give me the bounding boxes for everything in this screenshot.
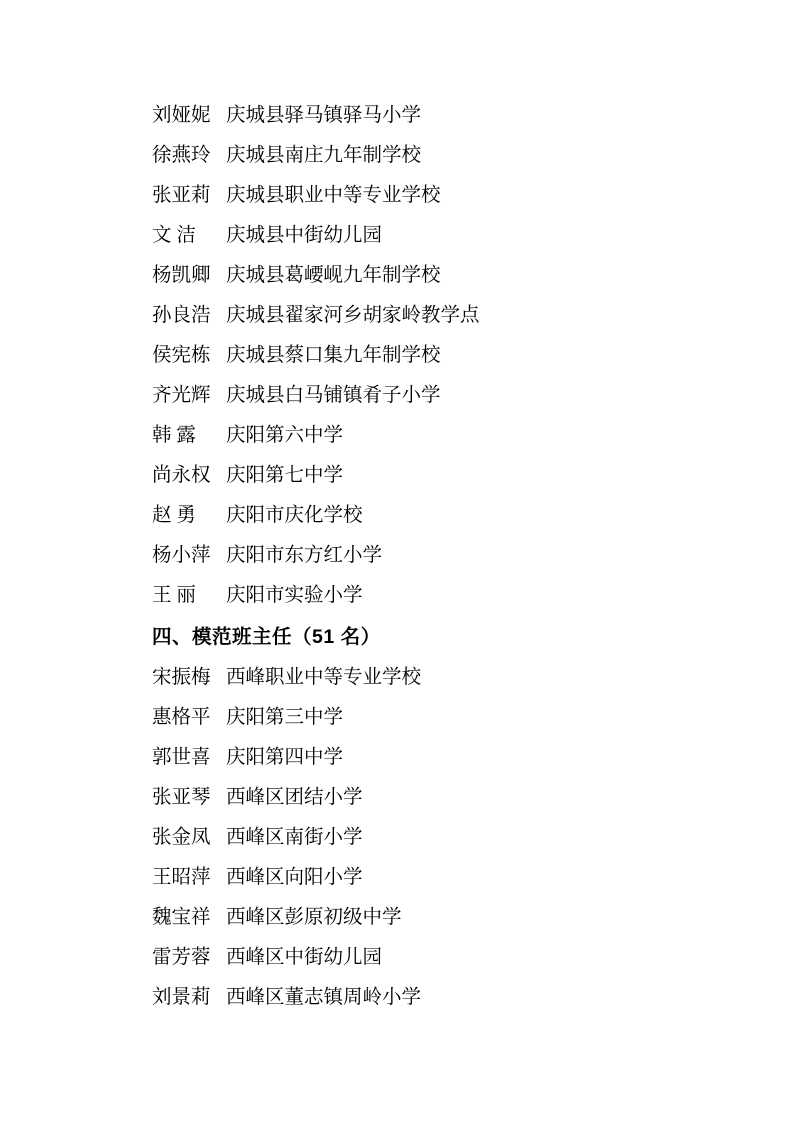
organization-name: 西峰区彭原初级中学 xyxy=(226,907,402,928)
list-item xyxy=(152,496,672,536)
person-name: 赵 勇 xyxy=(152,505,196,526)
person-name: 刘景莉 xyxy=(152,987,211,1008)
list-item xyxy=(152,96,672,136)
organization-name: 庆阳第三中学 xyxy=(226,707,344,728)
section-heading: 四、模范班主任（51 名） xyxy=(152,626,381,648)
organization-name: 庆城县白马铺镇肴子小学 xyxy=(226,385,441,406)
person-name: 尚永权 xyxy=(152,465,211,486)
person-name: 侯宪栋 xyxy=(152,345,211,366)
organization-name: 庆城县驿马镇驿马小学 xyxy=(226,105,422,126)
list-item xyxy=(152,256,672,296)
person-name: 惠格平 xyxy=(152,707,211,728)
list-item xyxy=(152,778,672,818)
person-name: 杨凯卿 xyxy=(152,265,211,286)
list-item xyxy=(152,898,672,938)
list-item xyxy=(152,978,672,1018)
list-item xyxy=(152,576,672,616)
person-name: 雷芳蓉 xyxy=(152,947,211,968)
person-name: 徐燕玲 xyxy=(152,145,211,166)
organization-name: 庆阳市庆化学校 xyxy=(226,505,363,526)
list-item xyxy=(152,336,672,376)
organization-name: 庆城县南庄九年制学校 xyxy=(226,145,422,166)
list-item xyxy=(152,858,672,898)
person-name: 韩 露 xyxy=(152,425,196,446)
person-name: 杨小萍 xyxy=(152,545,211,566)
list-item xyxy=(152,536,672,576)
person-name: 张亚琴 xyxy=(152,787,211,808)
organization-name: 庆阳第四中学 xyxy=(226,747,344,768)
list-item xyxy=(152,818,672,858)
list-item xyxy=(152,296,672,336)
organization-name: 庆阳市实验小学 xyxy=(226,585,363,606)
list-item xyxy=(152,376,672,416)
list-item xyxy=(152,456,672,496)
organization-name: 西峰区团结小学 xyxy=(226,787,363,808)
organization-name: 庆阳第六中学 xyxy=(226,425,344,446)
list-item xyxy=(152,176,672,216)
list-item xyxy=(152,658,672,698)
organization-name: 西峰职业中等专业学校 xyxy=(226,667,422,688)
list-item xyxy=(152,136,672,176)
person-name: 张金凤 xyxy=(152,827,211,848)
person-name: 文 洁 xyxy=(152,225,196,246)
organization-name: 庆城县葛崾岘九年制学校 xyxy=(226,265,441,286)
person-name: 郭世喜 xyxy=(152,747,211,768)
document-content xyxy=(152,96,672,1018)
organization-name: 庆城县职业中等专业学校 xyxy=(226,185,441,206)
person-name: 宋振梅 xyxy=(152,667,211,688)
person-name: 刘娅妮 xyxy=(152,105,211,126)
person-name: 齐光辉 xyxy=(152,385,211,406)
list-item xyxy=(152,416,672,456)
list-item xyxy=(152,698,672,738)
organization-name: 庆城县蔡口集九年制学校 xyxy=(226,345,441,366)
person-name: 张亚莉 xyxy=(152,185,211,206)
organization-name: 庆城县翟家河乡胡家岭教学点 xyxy=(226,305,480,326)
person-name: 王 丽 xyxy=(152,585,196,606)
list-item xyxy=(152,216,672,256)
organization-name: 西峰区向阳小学 xyxy=(226,867,363,888)
organization-name: 庆阳市东方红小学 xyxy=(226,545,383,566)
organization-name: 西峰区中街幼儿园 xyxy=(226,947,383,968)
organization-name: 西峰区南街小学 xyxy=(226,827,363,848)
person-name: 王昭萍 xyxy=(152,867,211,888)
organization-name: 庆阳第七中学 xyxy=(226,465,344,486)
organization-name: 西峰区董志镇周岭小学 xyxy=(226,987,422,1008)
person-name: 魏宝祥 xyxy=(152,907,211,928)
organization-name: 庆城县中街幼儿园 xyxy=(226,225,383,246)
person-name: 孙良浩 xyxy=(152,305,211,326)
list-item xyxy=(152,738,672,778)
list-item xyxy=(152,938,672,978)
